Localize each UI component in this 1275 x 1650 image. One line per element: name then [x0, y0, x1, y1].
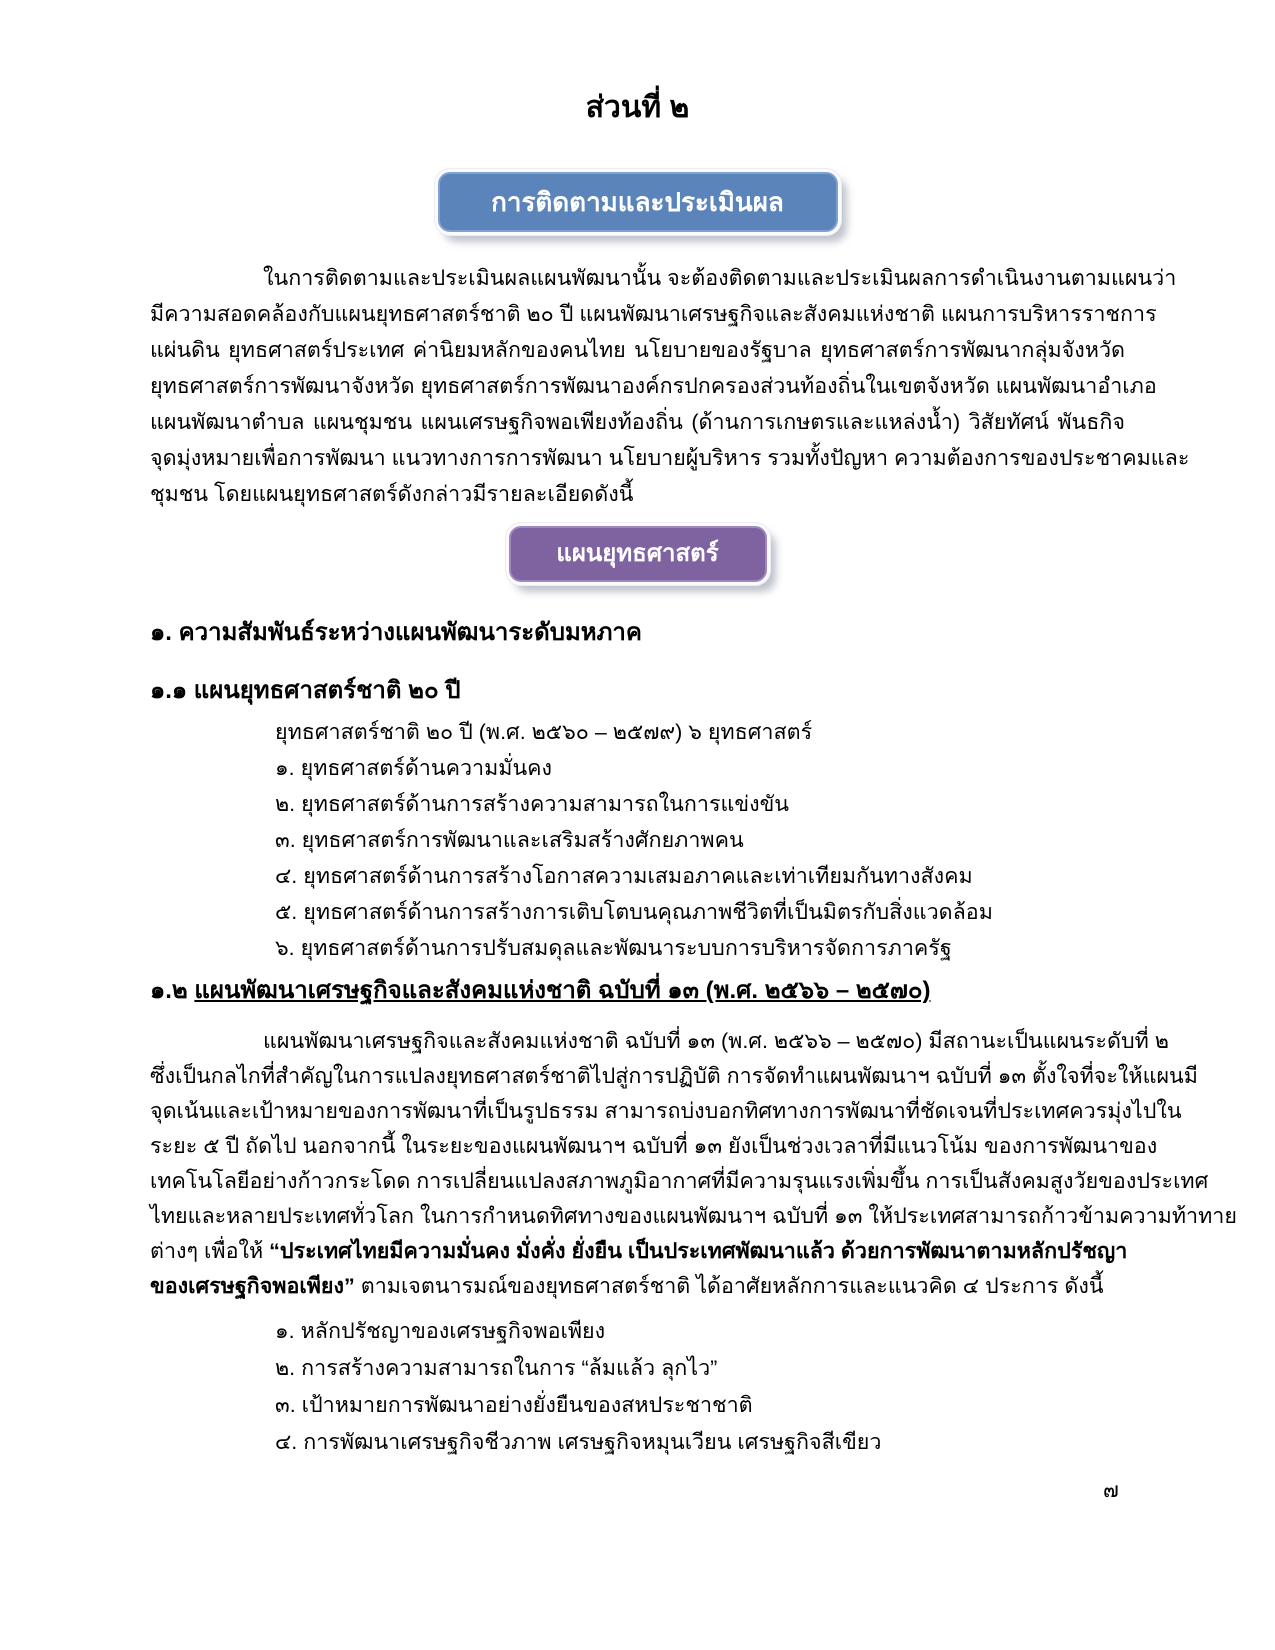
- list-item: ๔. การพัฒนาเศรษฐกิจชีวภาพ เศรษฐกิจหมุนเวียน เศรษฐกิจสีเขียว: [275, 1430, 882, 1454]
- list-item: ๔. ยุทธศาสตร์ด้านการสร้างโอกาสความเสมอภาคและเท่าเทียมกันทางสังคม: [275, 864, 973, 888]
- section-1-2-paragraph: [150, 1024, 1237, 1304]
- section-1-2-heading: [150, 974, 1125, 1008]
- list-intro: ยุทธศาสตร์ชาติ ๒๐ ปี (พ.ศ. ๒๕๖๐ – ๒๕๗๙) ๖ ยุทธศาสตร์: [275, 720, 813, 744]
- list-item: ๒. ยุทธศาสตร์ด้านการสร้างความสามารถในการแข่งขัน: [275, 792, 789, 816]
- paragraph-line: [150, 1269, 1125, 1304]
- paragraph-line: แผนพัฒนาตำบล แผนชุมชน แผนเศรษฐกิจพอเพียงท้องถิ่น (ด้านการเกษตรและแหล่งน้ำ) วิสัยทัศน์ พันธกิจ: [150, 410, 1125, 434]
- paragraph-text: ตามเจตนารมณ์ของยุทธศาสตร์ชาติ ได้อาศัยหลักการและแนวคิด ๔ ประการ ดังนี้: [354, 1274, 1104, 1298]
- paragraph-line: มีความสอดคล้องกับแผนยุทธศาสตร์ชาติ ๒๐ ปี แผนพัฒนาเศรษฐกิจและสังคมแห่งชาติ แผนการบริหารราชการ: [150, 302, 1157, 326]
- paragraph-line: ในการติดตามและประเมินผลแผนพัฒนานั้น จะต้องติดตามและประเมินผลการดำเนินงานตามแผนว่า: [263, 266, 1177, 290]
- intro-paragraph: [150, 260, 1190, 512]
- paragraph-line: ระยะ ๕ ปี ถัดไป นอกจากนี้ ในระยะของแผนพัฒนาฯ ฉบับที่ ๑๓ ยังเป็นช่วงเวลาที่มีแนวโน้ม ของการพัฒนาของ: [150, 1134, 1158, 1158]
- list-item: ๒. การสร้างความสามารถในการ “ล้มแล้ว ลุกไว”: [275, 1356, 718, 1380]
- section-1-2-heading-number: ๑.๒: [150, 977, 188, 1004]
- paragraph-bold-text: “ประเทศไทยมีความมั่นคง มั่งคั่ง ยั่งยืน เป็นประเทศพัฒนาแล้ว ด้วยการพัฒนาตามหลักปรัชญา: [269, 1239, 1128, 1263]
- monitoring-banner-label: การติดตามและประเมินผล: [438, 172, 838, 232]
- paragraph-text: ต่างๆ เพื่อให้: [150, 1239, 270, 1263]
- strategy-banner-label: แผนยุทธศาสตร์: [509, 526, 767, 582]
- list-item: ๓. ยุทธศาสตร์การพัฒนาและเสริมสร้างศักยภาพคน: [275, 828, 744, 852]
- monitoring-banner: [434, 168, 842, 236]
- paragraph-line: เทคโนโลยีอย่างก้าวกระโดด การเปลี่ยนแปลงสภาพภูมิอากาศที่มีความรุนแรงเพิ่มขึ้น การเป็นสังคมสูงวัยของประเทศ: [150, 1169, 1209, 1193]
- paragraph-line: แผ่นดิน ยุทธศาสตร์ประเทศ ค่านิยมหลักของคนไทย นโยบายของรัฐบาล ยุทธศาสตร์การพัฒนากลุ่มจังหวัด: [150, 338, 1125, 362]
- paragraph-line: ไทยและหลายประเทศทั่วโลก ในการกำหนดทิศทางของแผนพัฒนาฯ ฉบับที่ ๑๓ ให้ประเทศสามารถก้าวข้ามความท้าทาย: [150, 1204, 1237, 1228]
- section-1-2-list: [150, 1313, 1125, 1461]
- strategy-banner: [505, 522, 771, 586]
- list-item: ๓. เป้าหมายการพัฒนาอย่างยั่งยืนของสหประชาชาติ: [275, 1393, 753, 1417]
- list-item: ๑. ยุทธศาสตร์ด้านความมั่นคง: [275, 756, 553, 780]
- paragraph-bold-text: ของเศรษฐกิจพอเพียง”: [150, 1274, 355, 1298]
- paragraph-line: แผนพัฒนาเศรษฐกิจและสังคมแห่งชาติ ฉบับที่ ๑๓ (พ.ศ. ๒๕๖๖ – ๒๕๗๐) มีสถานะเป็นแผนระดับที่ ๒: [263, 1029, 1169, 1053]
- paragraph-line: ยุทธศาสตร์การพัฒนาจังหวัด ยุทธศาสตร์การพัฒนาองค์กรปกครองส่วนท้องถิ่นในเขตจังหวัด แผนพัฒนาอำเภอ: [150, 374, 1157, 398]
- list-item: ๕. ยุทธศาสตร์ด้านการสร้างการเติบโตบนคุณภาพชีวิตที่เป็นมิตรกับสิ่งแวดล้อม: [275, 900, 993, 924]
- section-1-1-heading: ๑.๑ แผนยุทธศาสตร์ชาติ ๒๐ ปี: [150, 677, 461, 704]
- section-1-2-heading-text: แผนพัฒนาเศรษฐกิจและสังคมแห่งชาติ ฉบับที่ ๑๓ (พ.ศ. ๒๕๖๖ – ๒๕๗๐): [194, 977, 931, 1004]
- paragraph-line: จุดมุ่งหมายเพื่อการพัฒนา แนวทางการการพัฒนา นโยบายผู้บริหาร รวมทั้งปัญหา ความต้องการของประชาคมและ: [150, 446, 1190, 470]
- page-number: ๗: [1103, 1479, 1119, 1502]
- page-title: ส่วนที่ ๒: [585, 91, 690, 124]
- list-item: ๑. หลักปรัชญาของเศรษฐกิจพอเพียง: [275, 1319, 606, 1343]
- paragraph-line: [150, 1234, 1128, 1269]
- section-1-heading: ๑. ความสัมพันธ์ระหว่างแผนพัฒนาระดับมหภาค: [150, 619, 642, 646]
- paragraph-line: ชุมชน โดยแผนยุทธศาสตร์ดังกล่าวมีรายละเอียดดังนี้: [150, 482, 634, 506]
- section-1-1-list: [150, 714, 1125, 966]
- list-item: ๖. ยุทธศาสตร์ด้านการปรับสมดุลและพัฒนาระบบการบริหารจัดการภาครัฐ: [275, 936, 952, 960]
- paragraph-line: ซึ่งเป็นกลไกที่สำคัญในการแปลงยุทธศาสตร์ชาติไปสู่การปฏิบัติ การจัดทำแผนพัฒนาฯ ฉบับที่ ๑๓ ตั้งใจที่จะให้แผนมี: [150, 1064, 1198, 1088]
- paragraph-line: จุดเน้นและเป้าหมายของการพัฒนาที่เป็นรูปธรรม สามารถบ่งบอกทิศทางการพัฒนาที่ชัดเจนที่ประเทศควรมุ่งไปใน: [150, 1099, 1182, 1123]
